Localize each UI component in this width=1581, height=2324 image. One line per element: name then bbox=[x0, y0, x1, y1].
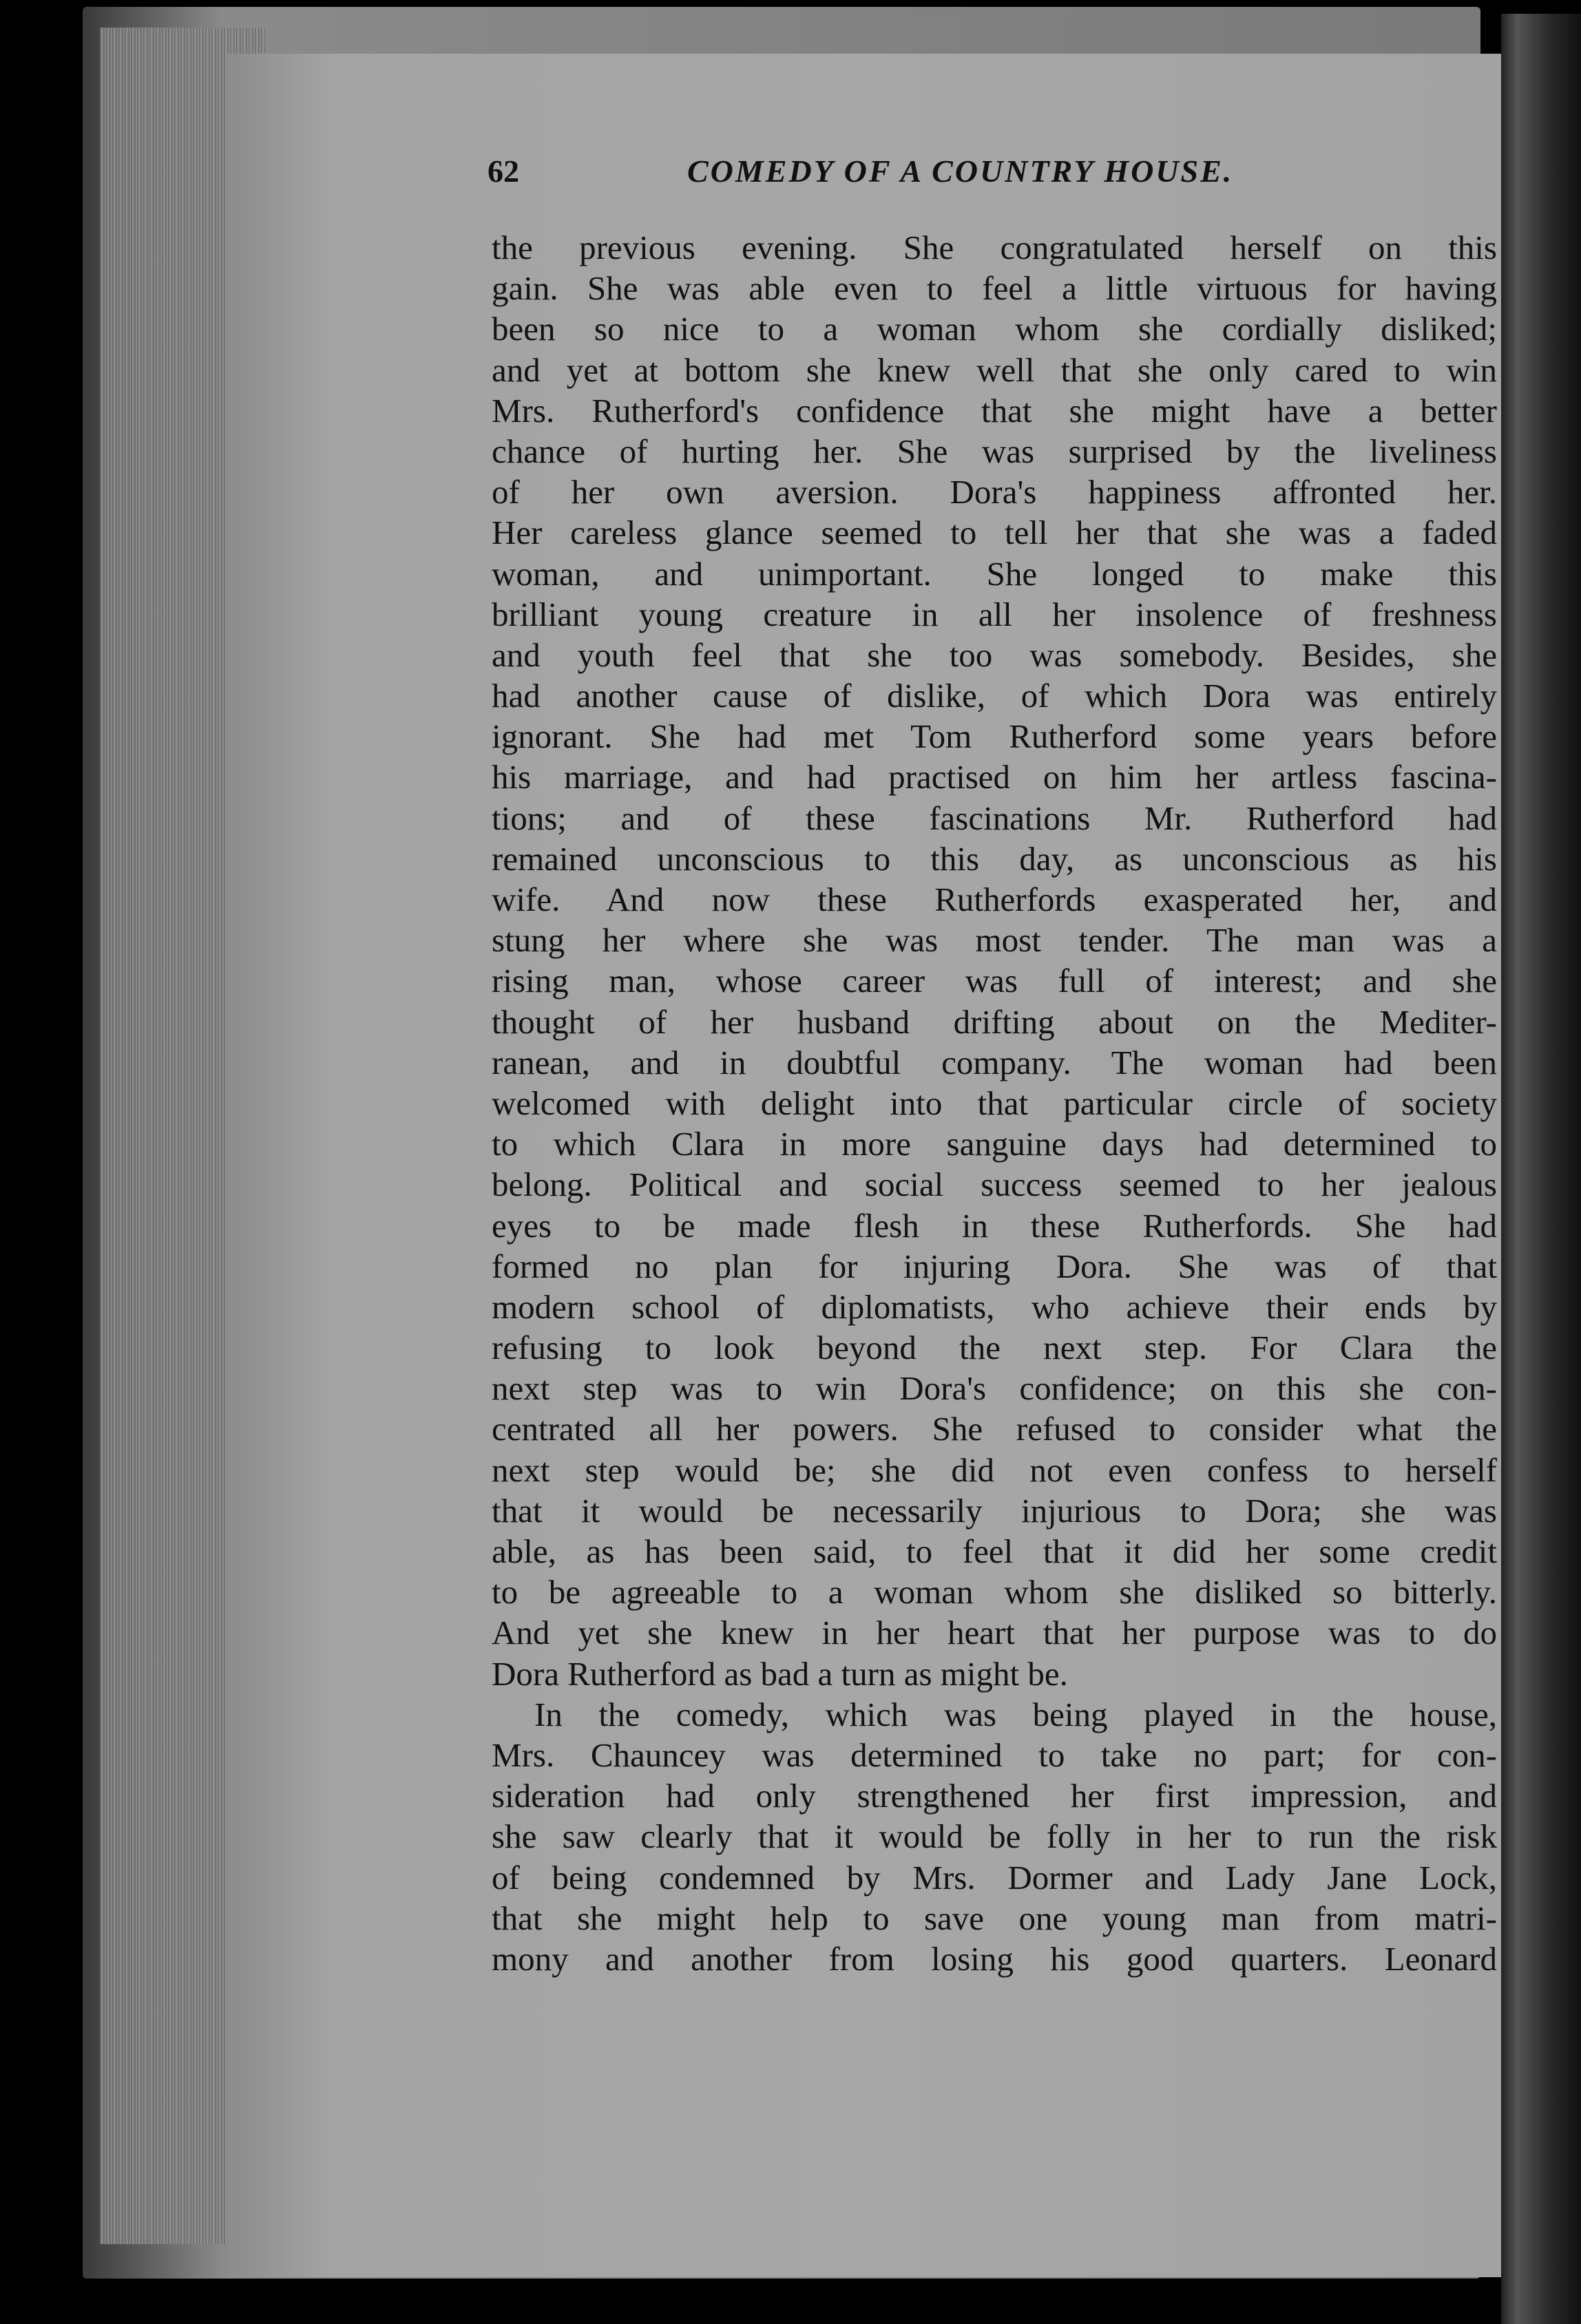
text-line: In the comedy, which was being played in the house, bbox=[534, 1695, 1497, 1733]
text-line: chance of hurting her. She was surprised by the liveliness bbox=[492, 432, 1497, 470]
text-line: and youth feel that she too was somebody. Besides, she bbox=[492, 635, 1497, 674]
text-line: belong. Political and social success seemed to her jealous bbox=[492, 1165, 1497, 1204]
text-line: able, as has been said, to feel that it did her some credit bbox=[492, 1532, 1497, 1570]
text-line: Dora Rutherford as bad a turn as might be. bbox=[492, 1654, 1068, 1693]
text-line: to be agreeable to a woman whom she disliked so bitterly. bbox=[492, 1573, 1497, 1612]
text-line: thought of her husband drifting about on the Mediter- bbox=[492, 1002, 1497, 1041]
body-text bbox=[492, 227, 1497, 1979]
text-line: remained unconscious to this day, as unconscious as his bbox=[492, 839, 1497, 878]
text-line: ignorant. She had met Tom Rutherford some years before bbox=[492, 717, 1497, 756]
text-line: that she might help to save one young man from matri- bbox=[492, 1899, 1497, 1937]
text-line: the previous evening. She congratulated herself on this bbox=[492, 229, 1497, 266]
page-number: 62 bbox=[488, 154, 519, 189]
text-line: brilliant young creature in all her insolence of freshness bbox=[492, 595, 1497, 633]
text-line: woman, and unimportant. She longed to make this bbox=[492, 554, 1497, 593]
text-line: tions; and of these fascinations Mr. Rutherford had bbox=[492, 799, 1497, 837]
text-line: eyes to be made flesh in these Rutherfords. She had bbox=[492, 1206, 1497, 1245]
text-line: next step was to win Dora's confidence; on this she con- bbox=[492, 1369, 1497, 1408]
text-line: sideration had only strengthened her first impression, and bbox=[492, 1777, 1497, 1815]
text-line: been so nice to a woman whom she cordially disliked; bbox=[492, 310, 1497, 348]
text-line: mony and another from losing his good quarters. Leonard bbox=[492, 1939, 1497, 1978]
page-header bbox=[488, 153, 1328, 201]
text-line: that it would be necessarily injurious to Dora; she was bbox=[492, 1491, 1497, 1530]
running-title: COMEDY OF A COUNTRY HOUSE. bbox=[687, 154, 1234, 189]
text-line: stung her where she was most tender. The man was a bbox=[492, 921, 1497, 960]
text-line: his marriage, and had practised on him her artless fascina- bbox=[492, 758, 1497, 796]
facing-page-edge bbox=[1501, 14, 1581, 2324]
text-line: ranean, and in doubtful company. The woman had been bbox=[492, 1043, 1497, 1081]
text-line: wife. And now these Rutherfords exasperated her, and bbox=[492, 880, 1497, 918]
text-line: to which Clara in more sanguine days had determined to bbox=[492, 1125, 1497, 1163]
text-line: had another cause of dislike, of which Dora was entirely bbox=[492, 677, 1497, 715]
text-line: next step would be; she did not even confess to herself bbox=[492, 1450, 1497, 1489]
text-line: gain. She was able even to feel a little virtuous for having bbox=[492, 269, 1497, 308]
text-line: of her own aversion. Dora's happiness affronted her. bbox=[492, 473, 1497, 511]
text-line: Mrs. Rutherford's confidence that she might have a better bbox=[492, 391, 1497, 430]
text-line: welcomed with delight into that particular circle of society bbox=[492, 1084, 1497, 1122]
text-line: of being condemned by Mrs. Dormer and Lady Jane Lock, bbox=[492, 1858, 1497, 1897]
text-line: rising man, whose career was full of interest; and she bbox=[492, 962, 1497, 1000]
text-line: Her careless glance seemed to tell her that she was a faded bbox=[492, 514, 1497, 552]
text-line: Mrs. Chauncey was determined to take no part; for con- bbox=[492, 1735, 1497, 1774]
text-line: she saw clearly that it would be folly in her to run the risk bbox=[492, 1817, 1497, 1856]
text-line: And yet she knew in her heart that her purpose was to do bbox=[492, 1614, 1497, 1652]
text-line: modern school of diplomatists, who achieve their ends by bbox=[492, 1287, 1497, 1326]
text-line: refusing to look beyond the next step. For Clara the bbox=[492, 1329, 1497, 1367]
text-line: centrated all her powers. She refused to consider what the bbox=[492, 1410, 1497, 1448]
text-line: and yet at bottom she knew well that she only cared to win bbox=[492, 350, 1497, 389]
text-line: formed no plan for injuring Dora. She was of that bbox=[492, 1247, 1497, 1285]
